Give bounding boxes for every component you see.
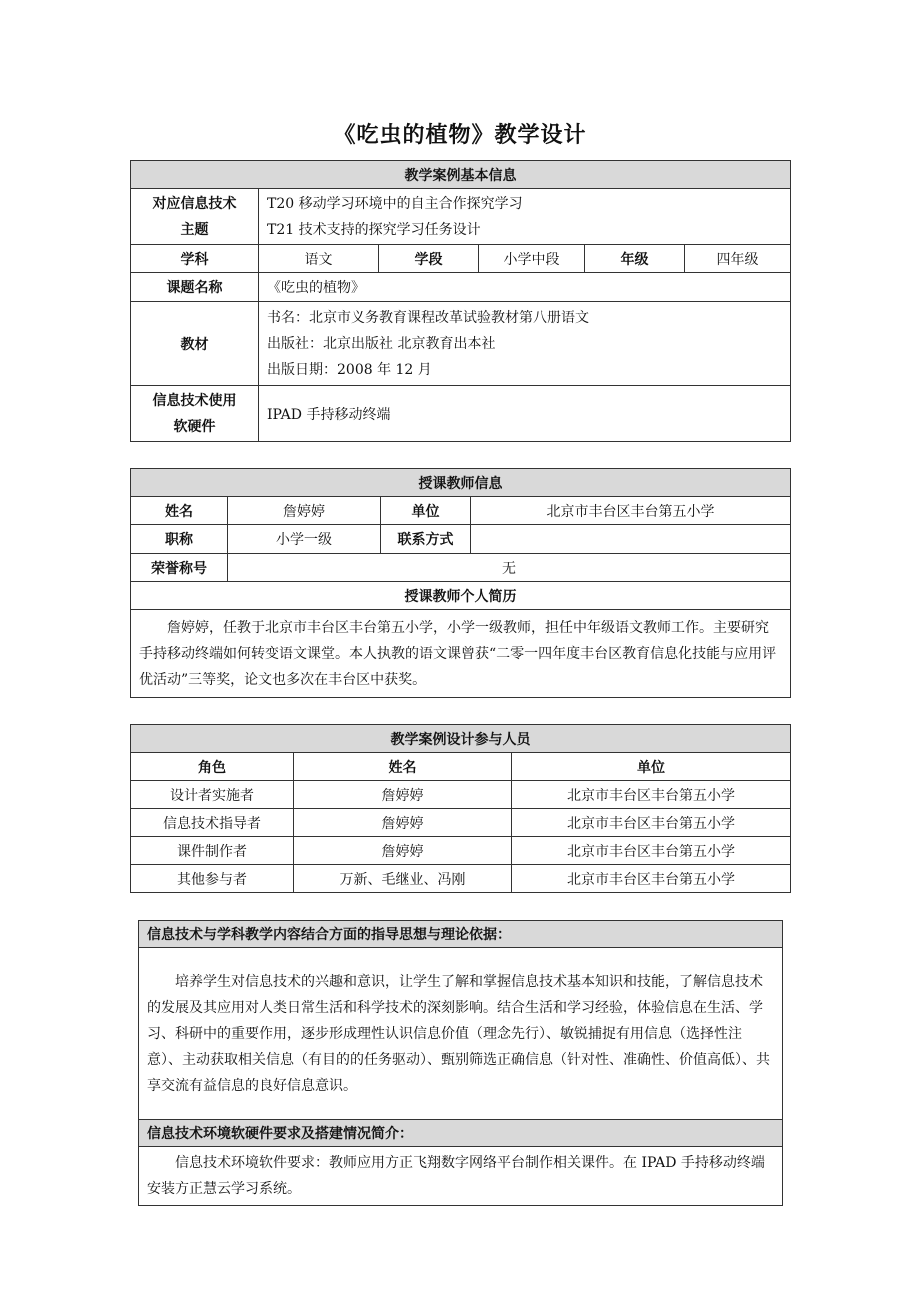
unit-cell: 北京市丰台区丰台第五小学 <box>512 865 791 893</box>
grade-label: 年级 <box>585 245 685 273</box>
title-value: 小学一级 <box>228 525 381 554</box>
column-header-name: 姓名 <box>294 753 512 781</box>
lesson-label: 课题名称 <box>131 273 259 302</box>
role-cell: 其他参与者 <box>131 865 294 893</box>
name-cell: 詹婷婷 <box>294 809 512 837</box>
name-value: 詹婷婷 <box>228 497 381 525</box>
role-cell: 课件制作者 <box>131 837 294 865</box>
contact-value <box>471 525 791 554</box>
title-label: 职称 <box>131 525 228 554</box>
subject-label: 学科 <box>131 245 259 273</box>
table-row <box>131 781 791 809</box>
unit-cell: 北京市丰台区丰台第五小学 <box>512 809 791 837</box>
name-cell: 万新、毛继业、冯刚 <box>294 865 512 893</box>
participants-header: 教学案例设计参与人员 <box>131 725 791 753</box>
teacher-info-header: 授课教师信息 <box>131 469 791 497</box>
unit-label: 单位 <box>381 497 471 525</box>
table-row <box>131 809 791 837</box>
basic-info-table <box>130 160 791 442</box>
grade-value: 四年级 <box>685 245 791 273</box>
unit-value: 北京市丰台区丰台第五小学 <box>471 497 791 525</box>
page-title: 《吃虫的植物》教学设计 <box>333 123 587 148</box>
table-row <box>131 837 791 865</box>
table-row <box>131 865 791 893</box>
bio-text: 詹婷婷，任教于北京市丰台区丰台第五小学，小学一级教师，担任中年级语文教师工作。主要研究手持移动终端如何转变语文课堂。本人执教的语文课曾获“二零一四年度丰台区教育信息化技能与应用评优活动”三等奖，论文也多次在丰台区中获奖。 <box>131 610 791 698</box>
tech-label: 信息技术使用 软硬件 <box>131 386 259 442</box>
textbook-value: 书名：北京市义务教育课程改革试验教材第八册语文 出版社：北京出版社 北京教育出本社 出版日期：2008 年 12 月 <box>259 302 791 386</box>
column-header-unit: 单位 <box>512 753 791 781</box>
subject-value: 语文 <box>259 245 379 273</box>
name-cell: 詹婷婷 <box>294 781 512 809</box>
unit-cell: 北京市丰台区丰台第五小学 <box>512 837 791 865</box>
bio-header: 授课教师个人简历 <box>131 582 791 610</box>
name-cell: 詹婷婷 <box>294 837 512 865</box>
honor-value: 无 <box>228 554 791 582</box>
environment-header: 信息技术环境软硬件要求及搭建情况简介： <box>139 1120 783 1147</box>
stage-label: 学段 <box>379 245 479 273</box>
textbook-label: 教材 <box>131 302 259 386</box>
unit-cell: 北京市丰台区丰台第五小学 <box>512 781 791 809</box>
topic-value: T20 移动学习环境中的自主合作探究学习 T21 技术支持的探究学习任务设计 <box>259 189 791 245</box>
role-cell: 设计者实施者 <box>131 781 294 809</box>
column-header-role: 角色 <box>131 753 294 781</box>
lesson-value: 《吃虫的植物》 <box>259 273 791 302</box>
environment-text: 信息技术环境软件要求：教师应用方正飞翔数字网络平台制作相关课件。在 IPAD 手持移动终端安装方正慧云学习系统。 <box>139 1147 783 1206</box>
topic-label: 对应信息技术 主题 <box>131 189 259 245</box>
stage-value: 小学中段 <box>479 245 585 273</box>
guidance-text: 培养学生对信息技术的兴趣和意识，让学生了解和掌握信息技术基本知识和技能，了解信息技术的发展及其应用对人类日常生活和科学技术的深刻影响。结合生活和学习经验，体验信息在生活、学习、科研中的重要作用，逐步形成理性认识信息价值（理念先行）、敏锐捕捉有用信息（选择性注意）、主动获取相关信息（有目的的任务驱动）、甄别筛选正确信息（针对性、准确性、价值高低）、共享交流有益信息的良好信息意识。 <box>139 948 783 1120</box>
name-label: 姓名 <box>131 497 228 525</box>
honor-label: 荣誉称号 <box>131 554 228 582</box>
participants-table <box>130 724 791 893</box>
contact-label: 联系方式 <box>381 525 471 554</box>
tech-value: IPAD 手持移动终端 <box>259 386 791 442</box>
basic-info-header: 教学案例基本信息 <box>131 161 791 189</box>
guidance-header: 信息技术与学科教学内容结合方面的指导思想与理论依据： <box>139 921 783 948</box>
role-cell: 信息技术指导者 <box>131 809 294 837</box>
guidance-table <box>138 920 783 1206</box>
teacher-info-table <box>130 468 791 698</box>
